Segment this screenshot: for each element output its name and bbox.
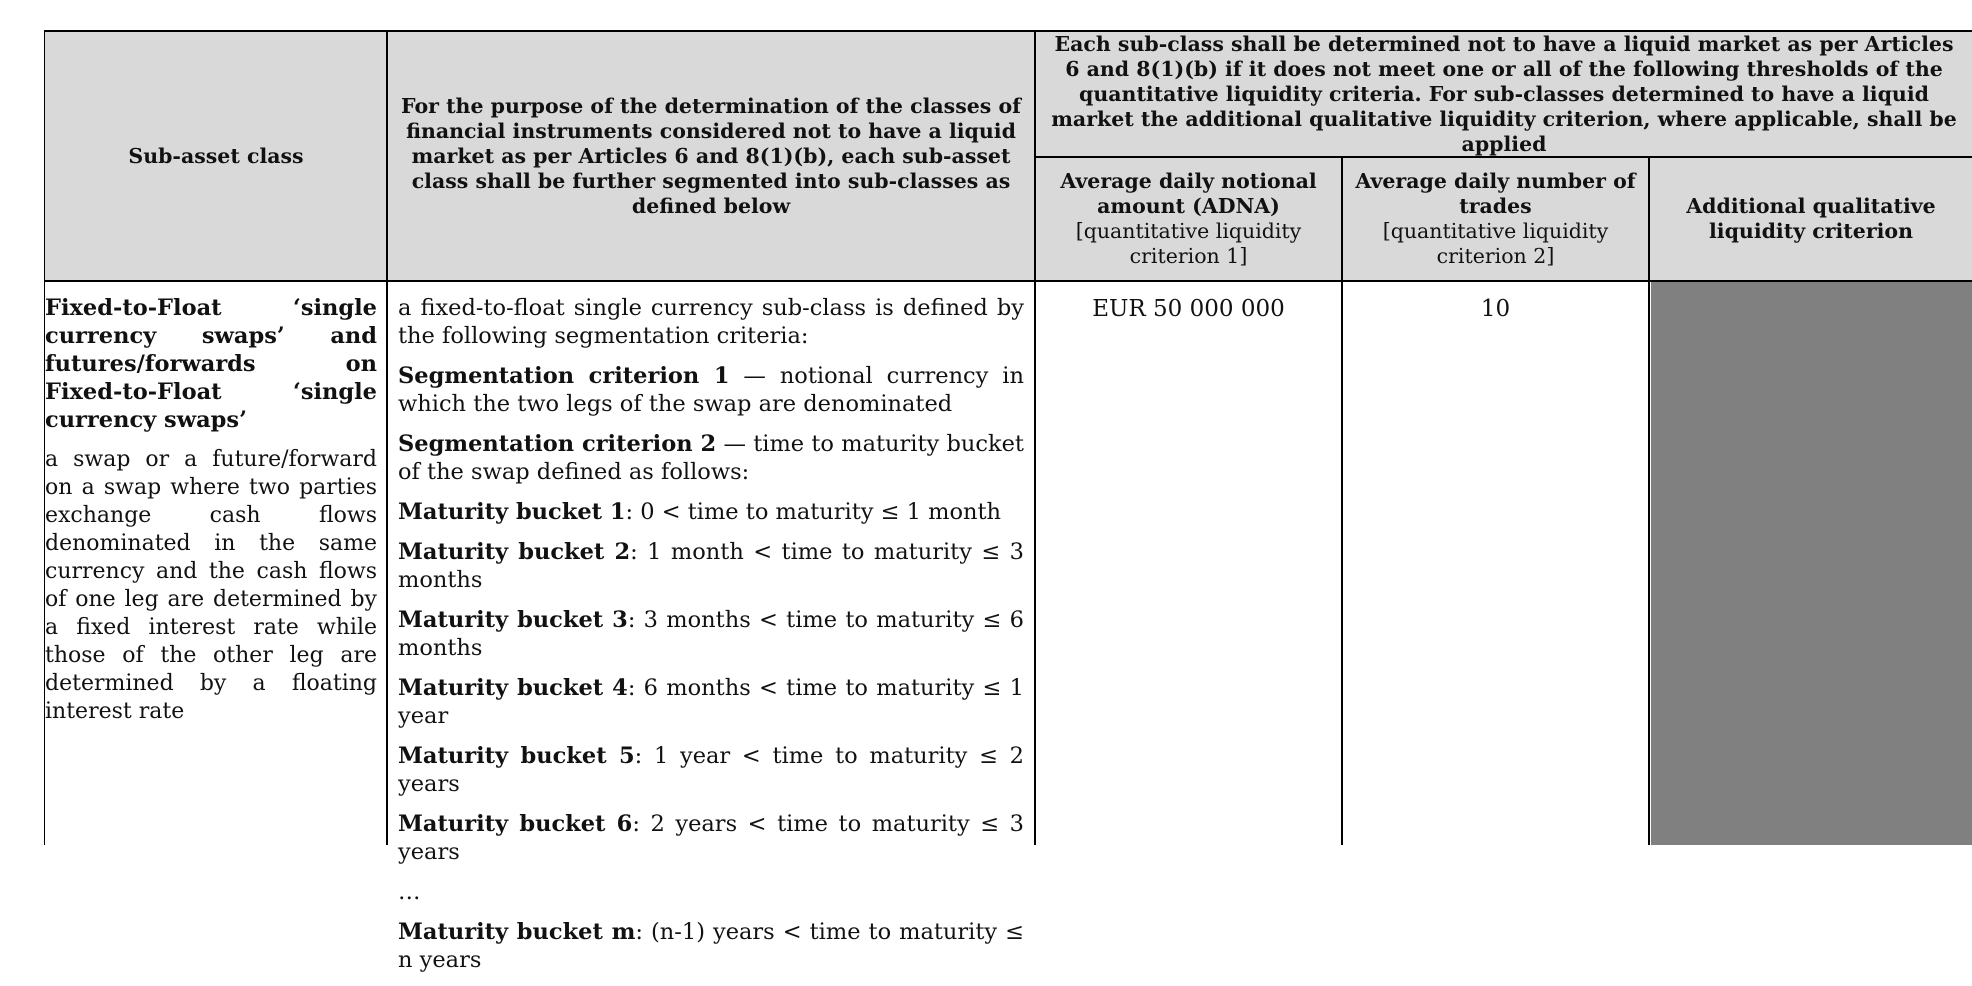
divider: [1034, 32, 1036, 845]
criteria-intro: a fixed-to-float single currency sub-class is defined by the following segmentation criteria:: [398, 295, 1024, 349]
criterion-label: Maturity bucket 2: [398, 539, 631, 565]
header-adna: [1035, 157, 1342, 280]
asset-class-title: Fixed-to-Float ‘single currency swaps’ and futures/forwards on Fixed-to-Float ‘single currency swaps’: [45, 295, 377, 433]
header-segmentation: [387, 32, 1035, 280]
criterion-text: — time to maturity bucket of the swap defined as follows:: [398, 431, 1024, 485]
header-sub-asset-class: [45, 32, 387, 280]
segmentation-criteria-cell: [398, 294, 1024, 986]
criterion-item: [398, 918, 1024, 974]
trades-value-cell: [1342, 282, 1649, 323]
criterion-text: : (n-1) years < time to maturity ≤ n years: [398, 919, 1024, 973]
criterion-item: [398, 742, 1024, 798]
criterion-text: : 1 year < time to maturity ≤ 2 years: [398, 743, 1024, 797]
criterion-label: Maturity bucket 5: [398, 743, 635, 769]
criterion-item: [398, 538, 1024, 594]
criterion-item: [398, 878, 1024, 906]
criterion-text: : 0 < time to maturity ≤ 1 month: [625, 499, 1002, 525]
criterion-text: …: [398, 879, 421, 905]
header-trades-sub: [quantitative liquidity criterion 2]: [1382, 218, 1609, 268]
criterion-item: [398, 430, 1024, 486]
criterion-item: [398, 810, 1024, 866]
header-segmentation-text: For the purpose of the determination of the classes of financial instruments considered not to have a liquid market as per Articles 6 and 8(1)(b), each sub-asset class shall be further segmented into sub-classes as defined below: [401, 93, 1021, 218]
criterion-item: [398, 674, 1024, 730]
asset-class-description: a swap or a future/forward on a swap where two parties exchange cash flows denominated in the same currency and the cash flows of one leg are determined by a fixed interest rate while those of the other leg are determined by a floating interest rate: [45, 447, 377, 724]
criterion-label: Maturity bucket m: [398, 919, 636, 945]
header-adna-title: Average daily notional amount (ADNA): [1060, 168, 1317, 218]
header-qualitative-text: Additional qualitative liquidity criterion: [1686, 193, 1936, 243]
criterion-item: [398, 362, 1024, 418]
header-qualitative: [1649, 157, 1972, 280]
criterion-label: Maturity bucket 3: [398, 607, 628, 633]
trades-value: 10: [1480, 296, 1511, 322]
liquidity-table: [44, 30, 1972, 973]
divider: [1648, 156, 1650, 845]
header-thresholds-group-text: Each sub-class shall be determined not to have a liquid market as per Articles 6 and 8(1)(b) if it does not meet one or all of the following thresholds of the quantitative liquidity criteria. For sub-classes determined to have a liquid market the additional qualitative liquidity criterion, where applicable, shall be applied: [1051, 32, 1957, 156]
qualitative-shaded-cell: [1651, 282, 1972, 845]
criterion-label: Maturity bucket 4: [398, 675, 628, 701]
divider: [45, 280, 1972, 282]
criterion-text: : 2 years < time to maturity ≤ 3 years: [398, 811, 1024, 865]
divider: [386, 32, 388, 845]
criterion-text: : 6 months < time to maturity ≤ 1 year: [398, 675, 1024, 729]
criterion-item: [398, 606, 1024, 662]
header-trades: [1342, 157, 1649, 280]
criterion-text: — notional currency in which the two legs of the swap are denominated: [398, 363, 1024, 417]
criterion-text: : 1 month < time to maturity ≤ 3 months: [398, 539, 1024, 593]
criteria-list: [398, 362, 1024, 974]
divider: [1341, 156, 1343, 845]
adna-value: EUR 50 000 000: [1092, 296, 1285, 322]
header-sub-asset-class-text: Sub-asset class: [128, 143, 304, 168]
criterion-label: Segmentation criterion 1: [398, 363, 730, 389]
header-thresholds-group: [1035, 32, 1972, 157]
header-adna-sub: [quantitative liquidity criterion 1]: [1075, 218, 1302, 268]
criterion-label: Segmentation criterion 2: [398, 431, 717, 457]
divider: [1035, 156, 1972, 158]
adna-value-cell: [1035, 282, 1342, 323]
header-trades-title: Average daily number of trades: [1355, 168, 1636, 218]
criterion-label: Maturity bucket 1: [398, 499, 626, 525]
criterion-item: [398, 498, 1024, 526]
criterion-label: Maturity bucket 6: [398, 811, 633, 837]
criterion-text: : 3 months < time to maturity ≤ 6 months: [398, 607, 1024, 661]
sub-asset-class-cell: [45, 282, 387, 845]
